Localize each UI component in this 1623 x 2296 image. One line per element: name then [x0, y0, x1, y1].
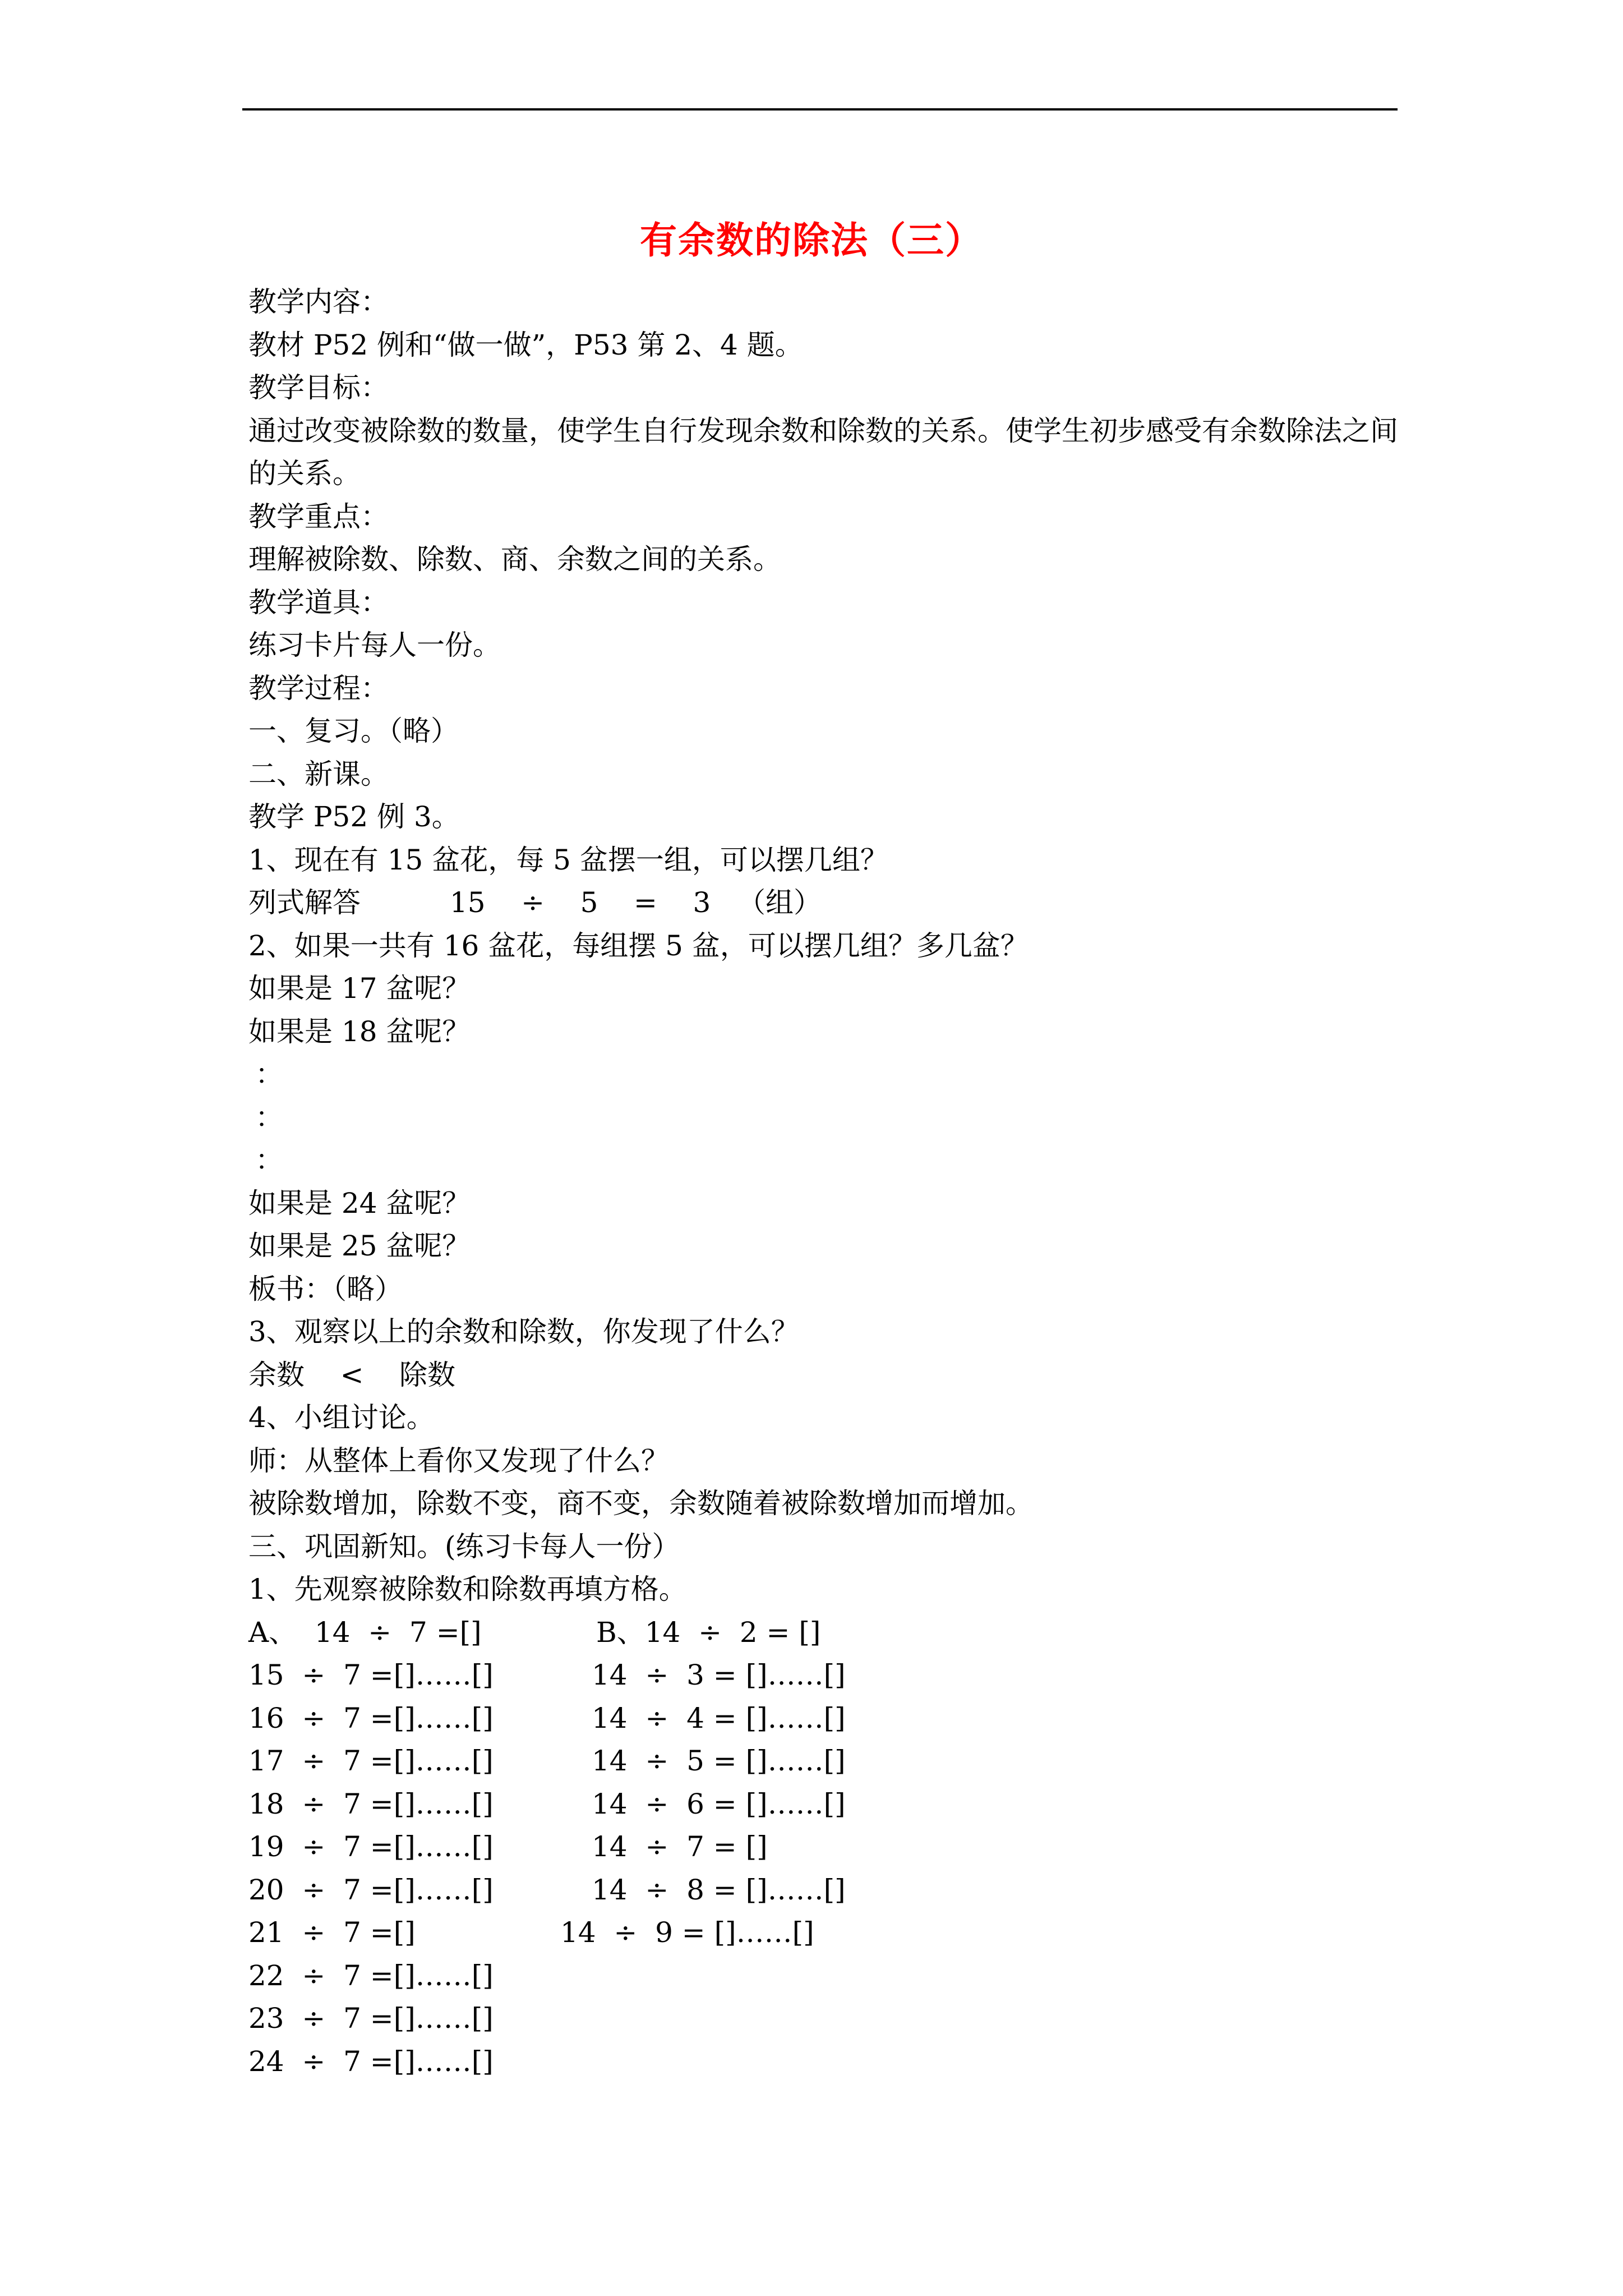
exercise-row — [248, 1697, 1398, 1740]
question-4: 4、小组讨论。 — [248, 1401, 435, 1434]
content-heading: 教学内容： — [248, 286, 389, 318]
content-text: 教材 P52 例和“做一做”，P53 第 2、4 题。 — [248, 328, 803, 361]
exercise-right: B、14 ÷ 2 = [] — [596, 1616, 821, 1649]
exercise-intro: 1、先观察被除数和除数再填方格。 — [248, 1573, 687, 1605]
teacher-prompt: 师：从整体上看你又发现了什么？ — [248, 1444, 669, 1477]
document-body — [248, 280, 1398, 2083]
exercise-row — [248, 1911, 1398, 1954]
exercise-left: 17 ÷ 7 =[]……[] — [248, 1745, 494, 1777]
exercise-right: 14 ÷ 7 = [] — [592, 1830, 768, 1863]
process-heading: 教学过程： — [248, 671, 389, 705]
exercise-left: 19 ÷ 7 =[]……[] — [248, 1830, 494, 1863]
exercise-left: 23 ÷ 7 =[]……[] — [248, 2002, 494, 2035]
exercise-table — [248, 1611, 1398, 2083]
question-1: 1、现在有 15 盆花，每 5 盆摆一组，可以摆几组？ — [248, 843, 888, 876]
conclusion: 被除数增加，除数不变，商不变，余数随着被除数增加而增加。 — [248, 1487, 1034, 1520]
question-3: 3、观察以上的余数和除数，你发现了什么？ — [248, 1315, 799, 1348]
focus-text: 理解被除数、除数、商、余数之间的关系。 — [248, 543, 781, 576]
exercise-row — [248, 2040, 1398, 2083]
question-2: 2、如果一共有 16 盆花，每组摆 5 盆，可以摆几组？多几盆？ — [248, 929, 1029, 962]
exercise-row — [248, 1997, 1398, 2040]
exercise-left: 18 ÷ 7 =[]……[] — [248, 1787, 494, 1820]
exercise-row — [248, 1825, 1398, 1869]
consolidate-heading: 三、巩固新知。(练习卡每人一份） — [248, 1530, 680, 1563]
board-note: 板书：（略） — [248, 1272, 403, 1305]
goal-heading: 教学目标： — [248, 371, 389, 404]
question-2-variant: 如果是 24 盆呢？ — [248, 1186, 471, 1220]
exercise-left: 24 ÷ 7 =[]……[] — [248, 2045, 494, 2078]
question-3-answer: 余数 < 除数 — [248, 1358, 456, 1391]
page-title: 有余数的除法（三） — [640, 218, 983, 262]
exercise-right: 14 ÷ 6 = []……[] — [592, 1787, 846, 1820]
exercise-left: A、 14 ÷ 7 =[] — [248, 1616, 482, 1649]
question-2-variant: 如果是 17 盆呢？ — [248, 972, 471, 1005]
question-1-answer: 列式解答 15 ÷ 5 = 3 （组） — [248, 886, 822, 919]
exercise-right: 14 ÷ 4 = []……[] — [592, 1701, 846, 1734]
exercise-row — [248, 1954, 1398, 1998]
exercise-left: 20 ÷ 7 =[]……[] — [248, 1873, 494, 1906]
exercise-left: 21 ÷ 7 =[] — [248, 1916, 416, 1949]
exercise-left: 22 ÷ 7 =[]……[] — [248, 1959, 494, 1992]
exercise-left: 15 ÷ 7 =[]……[] — [248, 1659, 494, 1691]
exercise-right: 14 ÷ 8 = []……[] — [592, 1873, 846, 1906]
focus-heading: 教学重点： — [248, 500, 389, 533]
question-2-variant: 如果是 18 盆呢？ — [248, 1015, 471, 1048]
new-lesson-line: 二、新课。 — [248, 757, 389, 790]
question-2-variant: 如果是 25 盆呢？ — [248, 1230, 471, 1262]
exercise-row — [248, 1611, 1398, 1654]
vertical-ellipsis: ： — [255, 1101, 283, 1134]
exercise-left: 16 ÷ 7 =[]……[] — [248, 1701, 494, 1734]
exercise-row — [248, 1869, 1398, 1912]
tools-heading: 教学道具： — [248, 586, 389, 619]
example-line: 教学 P52 例 3。 — [248, 800, 460, 833]
exercise-row — [248, 1783, 1398, 1826]
review-line: 一、复习。（略） — [248, 715, 459, 747]
tools-text: 练习卡片每人一份。 — [248, 629, 501, 661]
vertical-ellipsis: ： — [255, 1058, 283, 1091]
exercise-right: 14 ÷ 9 = []……[] — [560, 1916, 814, 1949]
header-rule — [242, 108, 1398, 111]
exercise-row — [248, 1740, 1398, 1783]
exercise-right: 14 ÷ 5 = []……[] — [592, 1745, 846, 1777]
vertical-ellipsis: ： — [255, 1144, 283, 1176]
goal-text: 通过改变被除数的数量，使学生自行发现余数和除数的关系。使学生初步感受有余数除法之间的关系。 — [248, 414, 1398, 490]
exercise-right: 14 ÷ 3 = []……[] — [592, 1659, 846, 1691]
exercise-row — [248, 1654, 1398, 1697]
